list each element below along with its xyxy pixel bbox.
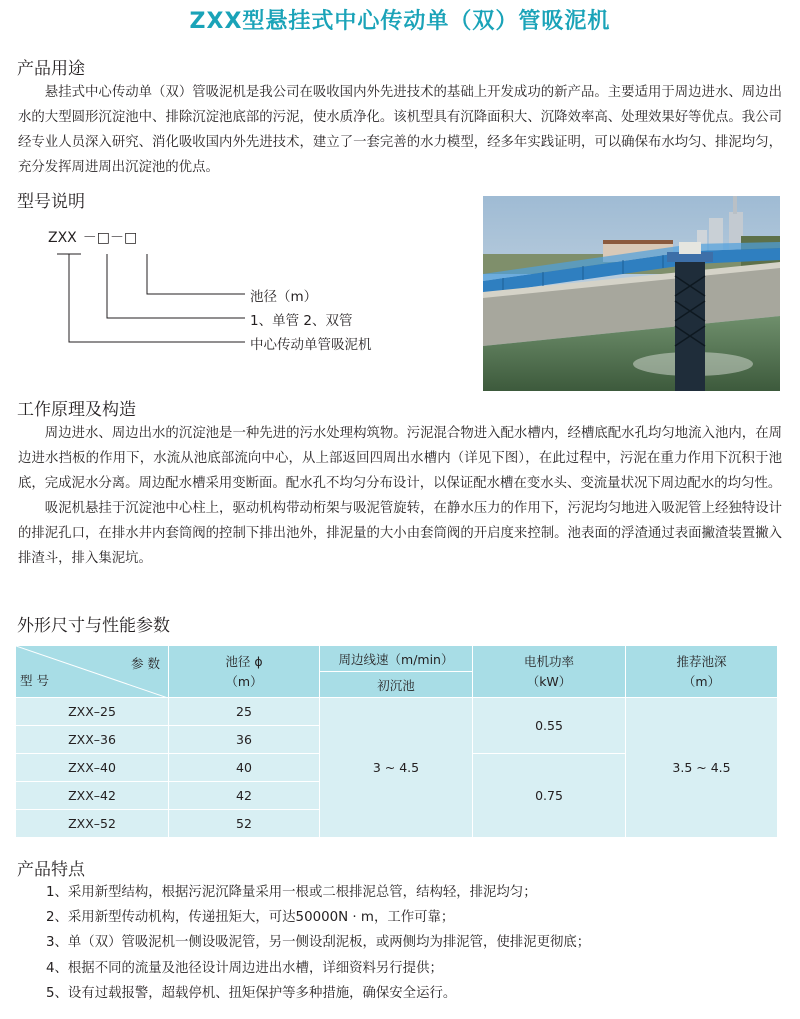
model-legend-diameter: 池径（m） (250, 289, 318, 305)
header-model: 型 号 (20, 673, 49, 688)
cell-diameter: 42 (169, 782, 320, 810)
cell-diameter: 25 (169, 698, 320, 726)
features-list (46, 880, 590, 1006)
sludge-machine-photo (483, 196, 780, 391)
feature-item: 3、单（双）管吸泥机一侧设吸泥管，另一侧设刮泥板，或两侧均为排泥管，使排泥更彻底； (46, 935, 591, 951)
cell-depth: 3.5 ~ 4.5 (626, 698, 778, 838)
cell-diameter: 36 (169, 726, 320, 754)
model-legend-pipe: 1、单管 2、双管 (250, 313, 353, 329)
cell-diameter: 40 (169, 754, 320, 782)
header-power-unit: （kW） (526, 673, 572, 689)
header-depth (626, 646, 778, 698)
table-header-row (16, 646, 778, 672)
header-diameter-unit: （m） (225, 673, 263, 689)
cell-model: ZXX–52 (16, 810, 169, 838)
header-diameter (169, 646, 320, 698)
model-legend-type: 中心传动单管吸泥机 (250, 337, 372, 353)
header-depth-unit: （m） (682, 673, 721, 689)
header-power-label: 电机功率 (523, 653, 574, 669)
usage-text (18, 80, 782, 180)
model-box-1: □ (96, 230, 111, 246)
feature-item: 2、采用新型传动机构，传递扭矩大，可达50000N · m，工作可靠； (46, 910, 455, 926)
specs-table (15, 645, 778, 838)
cell-model: ZXX–40 (16, 754, 169, 782)
header-speed: 周边线速（m/min） (320, 646, 473, 672)
table-row (16, 698, 778, 726)
cell-speed: 3 ~ 4.5 (320, 698, 473, 838)
features-heading: 产品特点 (17, 860, 85, 880)
usage-paragraph: 悬挂式中心传动单（双）管吸泥机是我公司在吸收国内外先进技术的基础上开发成功的新产品。主要适用于周边进水、周边出水的大型圆形沉淀池中、排除沉淀池底部的污泥，使水质净化。该机型具有沉降面积大、沉降效率高、处理效果好等优点。我公司经专业人员深入研究、消化吸收国内外先进技术，建立了一套完善的水力模型，经多年实践证明，可以确保布水均匀、排泥均匀，充分发挥周进周出沉淀池的优点。 (18, 85, 782, 175)
cell-model: ZXX–42 (16, 782, 169, 810)
feature-item: 5、设有过载报警，超载停机、扭矩保护等多种措施，确保安全运行。 (46, 985, 457, 1001)
cell-model: ZXX–36 (16, 726, 169, 754)
model-box-2: □ (124, 230, 138, 246)
page-title: ZXX型悬挂式中心传动单（双）管吸泥机 (189, 9, 611, 34)
usage-heading: 产品用途 (17, 59, 85, 79)
model-dash-1: － (82, 230, 97, 246)
header-power (473, 646, 626, 698)
specs-heading: 外形尺寸与性能参数 (17, 616, 170, 636)
model-bracket-lines (55, 248, 265, 348)
model-code-line (48, 227, 137, 247)
feature-item: 4、根据不同的流量及池径设计周边进出水槽，详细资料另行提供； (46, 960, 443, 976)
model-heading: 型号说明 (17, 192, 85, 212)
model-code: ZXX (48, 230, 77, 246)
cell-power-b: 0.75 (473, 754, 626, 838)
cell-power-a: 0.55 (473, 698, 626, 754)
header-param: 参 数 (131, 656, 160, 671)
principle-text (18, 421, 782, 571)
feature-item: 1、采用新型结构，根据污泥沉降量采用一根或二根排泥总管，结构轻，排泥均匀； (46, 885, 537, 900)
table-header-corner (16, 646, 169, 698)
header-speed-sub: 初沉池 (320, 672, 473, 698)
principle-paragraph-2: 吸泥机悬挂于沉淀池中心柱上，驱动机构带动桁架与吸泥管旋转，在静水压力的作用下，污泥均匀地进入吸泥管上经独特设计的排泥孔口，在排水井内套筒阀的控制下排出池外，排泥量的大小由套筒阀的开启度来控制。池表面的浮渣通过表面撇渣装置撇入排渣斗，排入集泥坑。 (18, 501, 782, 566)
principle-paragraph-1: 周边进水、周边出水的沉淀池是一种先进的污水处理构筑物。污泥混合物进入配水槽内，经槽底配水孔均匀地流入池内，在周边进水挡板的作用下，水流从池底部流向中心，从上部返回四周出水槽内（详见下图），在此过程中，污泥在重力作用下沉积于池底，完成泥水分离。周边配水槽采用变断面。配水孔不均匀分布设计，以保证配水槽在变水头、变流量状况下周边配水的均匀性。 (18, 426, 782, 491)
cell-diameter: 52 (169, 810, 320, 838)
cell-model: ZXX–25 (16, 698, 169, 726)
model-dash-2: － (110, 230, 125, 246)
header-diameter-label: 池径 ϕ (225, 653, 263, 669)
header-depth-label: 推荐池深 (676, 653, 727, 669)
principle-heading: 工作原理及构造 (17, 400, 136, 420)
